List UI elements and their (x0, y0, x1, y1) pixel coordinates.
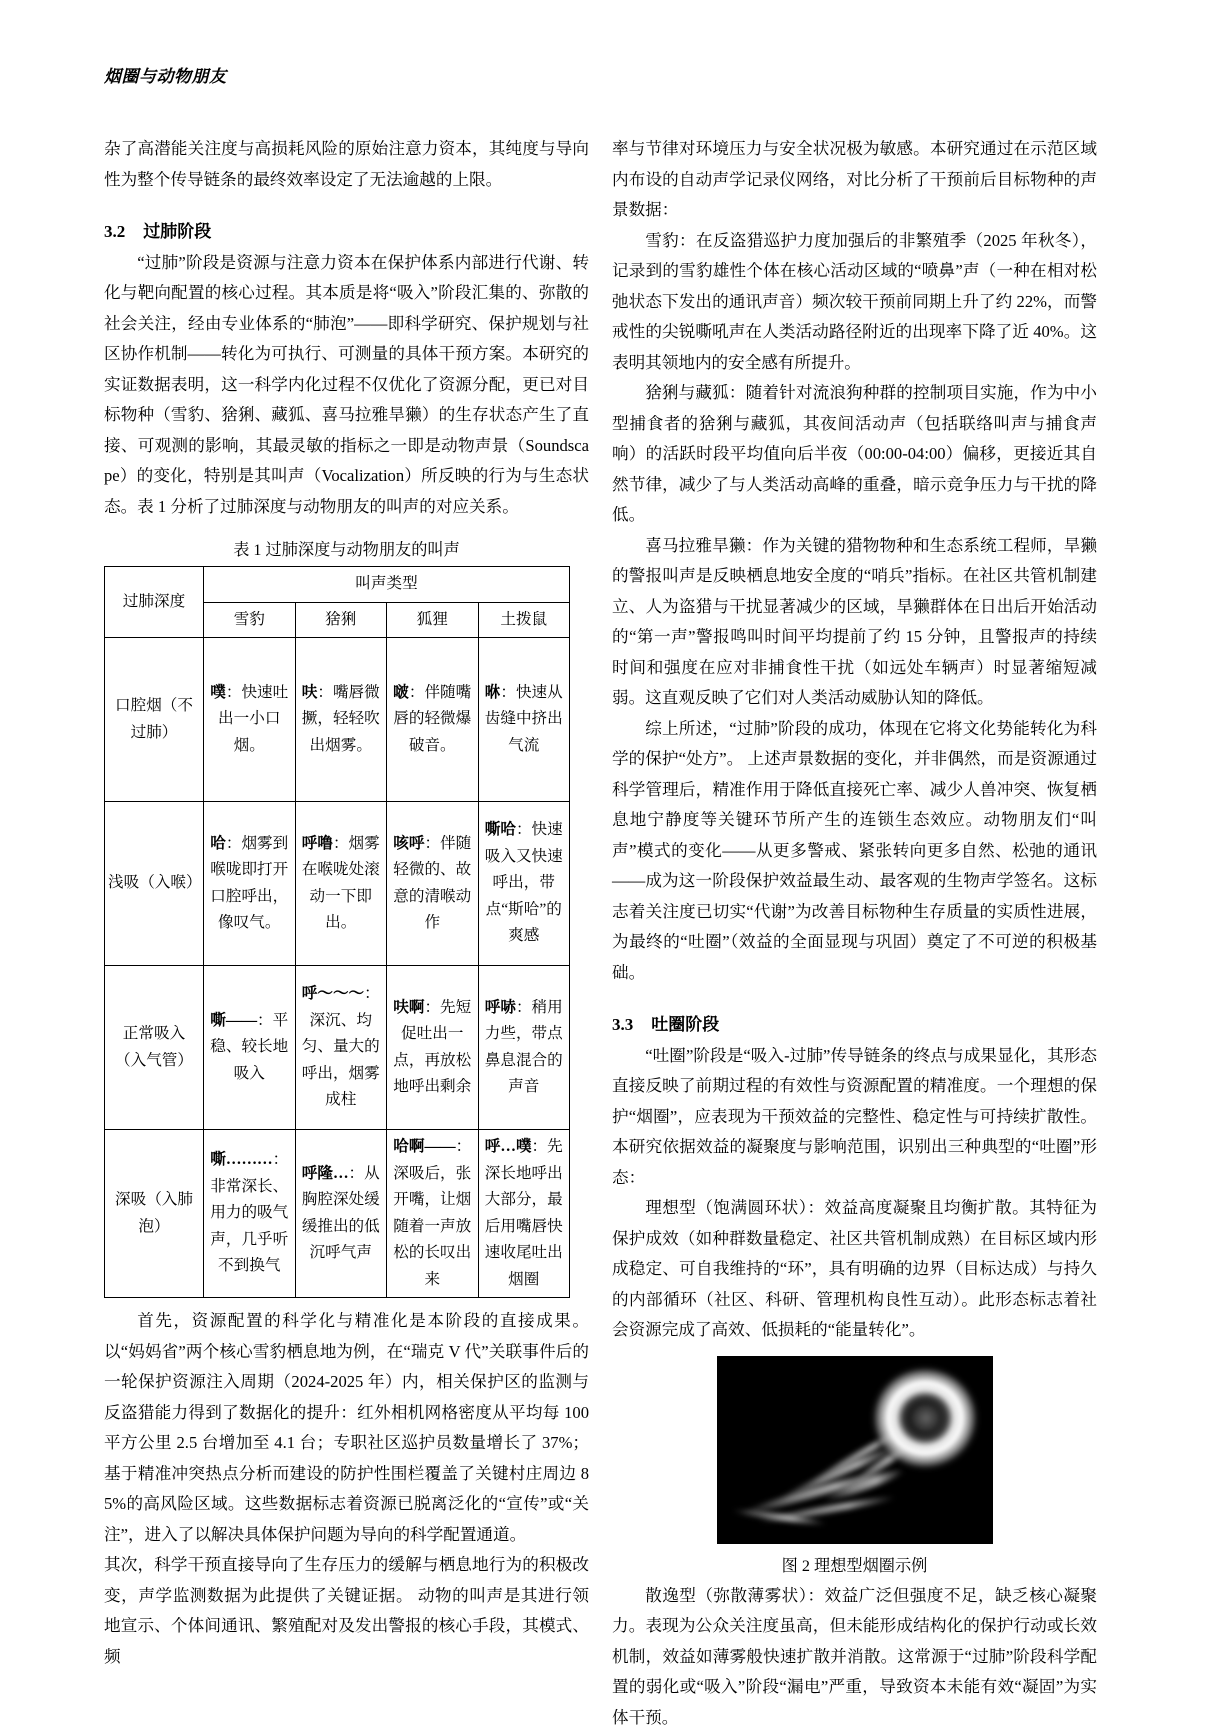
finding-lynx-tibetan-fox: 猞猁与藏狐：随着针对流浪狗种群的控制项目实施，作为中小型捕食者的猞猁与藏狐，其夜间活动声（包括联络叫声与捕食声响）的活跃时段平均值向后半夜（00:00-04:00）偏移，更接近其自然节律，减少了与人类活动高峰的重叠，暗示竞争压力与干扰的降低。 (612, 378, 1097, 531)
call-desc: ：快速吸入又快速呼出，带点“斯哈”的爽感 (485, 821, 563, 944)
table-header-species-2: 狐狸 (387, 602, 479, 638)
table-header-depth: 过肺深度 (105, 567, 204, 638)
table-header-species-0: 雪豹 (204, 602, 296, 638)
table-row (105, 1130, 570, 1298)
left-continued-paragraph: 杂了高潜能关注度与高损耗风险的原始注意力资本，其纯度与导向性为整个传导链条的最终效率设定了无法逾越的上限。 (104, 134, 589, 195)
table-cell-call (387, 802, 479, 966)
section-number-3-2: 3.2 (104, 222, 125, 241)
left-column (104, 134, 589, 1733)
section-3-3-body: “吐圈”阶段是“吸入-过肺”传导链条的终点与成果显化，其形态直接反映了前期过程的有效性与资源配置的精准度。一个理想的保护“烟圈”，应表现为干预效益的完整性、稳定性与可持续扩散性。本研究依据效益的凝聚度与影响范围，识别出三种典型的“吐圈”形态： (612, 1041, 1097, 1194)
call-term: 呼～～～ (302, 985, 364, 1002)
table-cell-call (295, 966, 387, 1130)
table-cell-call (295, 1130, 387, 1298)
smoke-ring-core (899, 1392, 953, 1444)
table-row (105, 802, 570, 966)
table-cell-call (478, 1130, 570, 1298)
summary-paragraph: 综上所述，“过肺”阶段的成功，体现在它将文化势能转化为科学的保护“处方”。 上述声景数据的变化，并非偶然，而是资源通过科学管理后，精准作用于降低直接死亡率、减少人兽冲突、恢复栖息地宁静度等关键环节所产生的连锁生态效应。动物朋友们“叫声”模式的变化——从更多警戒、紧张转向更多自然、松弛的通讯——成为这一阶段保护效益最生动、最客观的生物声学签名。这标志着关注度已切实“代谢”为改善目标物种生存质量的实质性进展，为最终的“吐圈”（效益的全面显现与巩固）奠定了不可逆的积极基础。 (612, 714, 1097, 989)
section-title-3-2: 过肺阶段 (143, 222, 211, 241)
table-1-caption: 表 1 过肺深度与动物朋友的叫声 (104, 536, 589, 564)
section-heading-3-3 (612, 1010, 1097, 1041)
figure-2-wrapper (612, 1356, 1097, 1581)
two-column-body (0, 134, 1224, 1733)
table-cell-depth: 正常吸入（入气管） (105, 966, 204, 1130)
table-header-row-main (105, 567, 570, 603)
section-title-3-3: 吐圈阶段 (651, 1015, 719, 1034)
table-cell-depth: 浅吸（入喉） (105, 802, 204, 966)
table-cell-call (387, 1130, 479, 1298)
call-desc: ：先短促吐出一点，再放松地呼出剩余 (393, 999, 471, 1096)
right-continued-paragraph: 率与节律对环境压力与安全状况极为敏感。本研究通过在示范区域内布设的自动声学记录仪网络，对比分析了干预前后目标物种的声景数据： (612, 134, 1097, 226)
call-term: 啵 (393, 684, 409, 701)
table-cell-call (295, 802, 387, 966)
table-cell-call (478, 966, 570, 1130)
call-desc: ：嘴唇微撅，轻轻吹出烟雾。 (302, 684, 380, 754)
call-term: 哈啊—— (393, 1138, 455, 1155)
call-desc: ：伴随轻微的、故意的清喉动作 (393, 835, 471, 932)
call-term: 咳呼 (393, 835, 424, 852)
ideal-type-paragraph: 理想型（饱满圆环状）：效益高度凝聚且均衡扩散。其特征为保护成效（如种群数量稳定、社区共管机制成熟）在目标区域内形成稳定、可自我维持的“环”，具有明确的边界（目标达成）与持久的内部循环（社区、科研、管理机构良性互动）。此形态标志着社会资源完成了高效、低损耗的“能量转化”。 (612, 1193, 1097, 1346)
right-column (612, 134, 1097, 1733)
call-term: 咻 (485, 684, 501, 701)
call-desc: ：先深长地呼出大部分，最后用嘴唇快速收尾吐出烟圈 (485, 1138, 563, 1288)
table-cell-call (204, 638, 296, 802)
table-cell-depth: 口腔烟（不过肺） (105, 638, 204, 802)
left-paragraph-second: 其次，科学干预直接导向了生存压力的缓解与栖息地行为的积极改变，声学监测数据为此提供了关键证据。 动物的叫声是其进行领地宣示、个体间通讯、繁殖配对及发出警报的核心手段，其模式、频 (104, 1550, 589, 1672)
table-1 (104, 566, 570, 1298)
table-row (105, 966, 570, 1130)
table-header-species-1: 猞猁 (295, 602, 387, 638)
table-header-group: 叫声类型 (204, 567, 570, 603)
call-desc: ：非常深长、用力的吸气声，几乎听不到换气 (210, 1151, 288, 1274)
call-term: 呼…噗 (485, 1138, 532, 1155)
figure-2-caption: 图 2 理想型烟圈示例 (612, 1551, 1097, 1581)
call-desc: ：平稳、较长地吸入 (210, 1012, 288, 1082)
call-desc: ：深沉、均匀、量大的呼出，烟雾成柱 (302, 985, 380, 1108)
section-heading-3-2 (104, 217, 589, 248)
call-term: 呼哧 (485, 999, 516, 1016)
table-cell-call (204, 966, 296, 1130)
call-desc: ：从胸腔深处缓缓推出的低沉呼气声 (302, 1165, 380, 1262)
call-desc: ：烟雾到喉咙即打开口腔呼出，像叹气。 (210, 835, 288, 932)
call-term: 呼隆… (302, 1165, 349, 1182)
table-cell-call (387, 966, 479, 1130)
call-term: 嘶……… (210, 1151, 272, 1168)
call-desc: ：稍用力些，带点鼻息混合的声音 (485, 999, 563, 1096)
table-row (105, 638, 570, 802)
call-term: 呋 (302, 684, 318, 701)
call-term: 哈 (210, 835, 226, 852)
table-cell-call (204, 1130, 296, 1298)
call-term: 噗 (210, 684, 226, 701)
table-cell-call (478, 802, 570, 966)
table-cell-call (478, 638, 570, 802)
call-term: 嘶—— (210, 1012, 257, 1029)
call-desc: ：快速吐出一小口烟。 (218, 684, 288, 754)
section-number-3-3: 3.3 (612, 1015, 633, 1034)
finding-snow-leopard: 雪豹：在反盗猎巡护力度加强后的非繁殖季（2025 年秋冬），记录到的雪豹雄性个体在核心活动区域的“喷鼻”声（一种在相对松弛状态下发出的通讯声音）频次较干预前同期上升了约 22%，而警戒性的尖锐嘶吼声在人类活动路径附近的出现率下降了近 40%。这表明其领地内的安全感有所提升。 (612, 226, 1097, 379)
table-cell-call (295, 638, 387, 802)
call-desc: ：深吸后，张开嘴，让烟随着一声放松的长叹出来 (393, 1138, 471, 1288)
running-head: 烟圈与动物朋友 (104, 62, 227, 87)
call-desc: ：快速从齿缝中挤出气流 (485, 684, 563, 754)
call-desc: ：烟雾在喉咙处滚动一下即出。 (302, 835, 380, 932)
left-paragraph-first: 首先，资源配置的科学化与精准化是本阶段的直接成果。 以“妈妈省”两个核心雪豹栖息地为例，在“瑞克 V 代”关联事件后的一轮保护资源注入周期（2024-2025 年）内，相关保护区的监测与反盗猎能力得到了数据化的提升：红外相机网格密度从平均每 100 平方公里 2.5 台增加至 4.1 台；专职社区巡护员数量增长了 37%；基于精准冲突热点分析而建设的防护性围栏覆盖了关键村庄周边 85%的高风险区域。这些数据标志着资源已脱离泛化的“宣传”或“关注”，进入了以解决具体保护问题为导向的科学配置通道。 (104, 1306, 589, 1550)
call-term: 呋啊 (393, 999, 424, 1016)
section-3-2-body: “过肺”阶段是资源与注意力资本在保护体系内部进行代谢、转化与靶向配置的核心过程。其本质是将“吸入”阶段汇集的、弥散的社会关注，经由专业体系的“肺泡”——即科学研究、保护规划与社区协作机制——转化为可执行、可测量的具体干预方案。本研究的实证数据表明，这一科学内化过程不仅优化了资源分配，更已对目标物种（雪豹、猞猁、藏狐、喜马拉雅旱獭）的生存状态产生了直接、可观测的影响，其最灵敏的指标之一即是动物声景（Soundscape）的变化，特别是其叫声（Vocalization）所反映的行为与生态状态。表 1 分析了过肺深度与动物朋友的叫声的对应关系。 (104, 248, 589, 523)
table-cell-call (387, 638, 479, 802)
table-cell-depth: 深吸（入肺泡） (105, 1130, 204, 1298)
finding-himalayan-marmot: 喜马拉雅旱獭：作为关键的猎物物种和生态系统工程师，旱獭的警报叫声是反映栖息地安全度的“哨兵”指标。在社区共管机制建立、人为盗猎与干扰显著减少的区域，旱獭群体在日出后开始活动的“第一声”警报鸣叫时间平均提前了约 15 分钟，且警报声的持续时间和强度在应对非捕食性干扰（如远处车辆声）时显著缩短减弱。这直观反映了它们对人类活动威胁认知的降低。 (612, 531, 1097, 714)
table-header-species-3: 土拨鼠 (478, 602, 570, 638)
call-term: 呼噜 (302, 835, 333, 852)
call-desc: ：伴随嘴唇的轻微爆破音。 (393, 684, 471, 754)
call-term: 嘶哈 (485, 821, 516, 838)
table-cell-call (204, 802, 296, 966)
diffuse-type-paragraph: 散逸型（弥散薄雾状）：效益广泛但强度不足，缺乏核心凝聚力。表现为公众关注度虽高，但未能形成结构化的保护行动或长效机制，效益如薄雾般快速扩散并消散。这常源于“过肺”阶段科学配置的弱化或“吸入”阶段“漏电”严重，导致资本未能有效“凝固”为实体干预。 (612, 1581, 1097, 1733)
smoke-ring-image (717, 1356, 993, 1544)
